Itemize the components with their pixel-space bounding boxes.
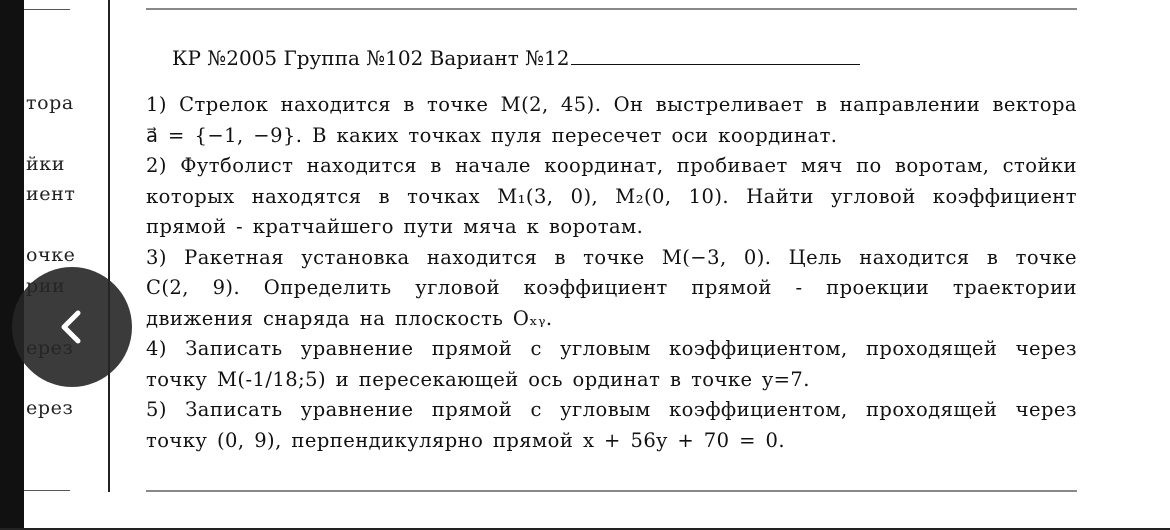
previous-page-fragment: йки: [26, 153, 66, 175]
top-rule: [146, 8, 1077, 10]
previous-page-top-rule: [24, 9, 70, 10]
text-line: движения снаряда на плоскость Oₓᵧ.: [146, 306, 553, 330]
text-line: точку (0, 9), перпендикулярно прямой x + 56y + 70 = 0.: [146, 428, 786, 452]
back-button[interactable]: [12, 267, 132, 387]
previous-page-fragment: иент: [26, 183, 76, 205]
text-line: точку M(-1/18;5) и пересекающей ось ординат в точке y=7.: [146, 367, 810, 391]
header-underline: [571, 49, 860, 65]
document-body: [146, 90, 1077, 456]
page-divider: [108, 0, 110, 492]
bottom-rule: [146, 490, 1077, 492]
previous-page-bottom-rule: [24, 490, 70, 491]
previous-page-fragment: ерез: [26, 397, 74, 419]
left-edge-bar: [0, 0, 24, 530]
previous-page-fragment: тора: [26, 92, 74, 114]
text-line: которых находятся в точках M₁(3, 0), M₂(0, 10). Найти угловой коэффициент: [146, 184, 1077, 208]
text-line: a⃗ = {−1, −9}. В каких точках пуля пересечет оси координат.: [146, 123, 838, 147]
header-text: КР №2005 Группа №102 Вариант №12: [172, 46, 570, 70]
chevron-left-icon: [50, 305, 94, 349]
text-line: 3) Ракетная установка находится в точке M(−3, 0). Цель находится в точке: [146, 245, 1077, 269]
previous-page-fragment: очке: [26, 244, 76, 266]
text-line: C(2, 9). Определить угловой коэффициент прямой - проекции траектории: [146, 276, 1077, 299]
text-line: прямой - кратчайшего пути мяча к воротам.: [146, 215, 644, 238]
text-line: 2) Футболист находится в начале координат, пробивает мяч по воротам, стойки: [146, 154, 1077, 177]
text-line: 4) Записать уравнение прямой с угловым коэффициентом, проходящей через: [146, 337, 1077, 360]
document-header: [172, 46, 860, 70]
text-line: 5) Записать уравнение прямой с угловым коэффициентом, проходящей через: [146, 398, 1077, 421]
text-line: 1) Стрелок находится в точке M(2, 45). Он выстреливает в направлении вектора: [146, 93, 1077, 116]
